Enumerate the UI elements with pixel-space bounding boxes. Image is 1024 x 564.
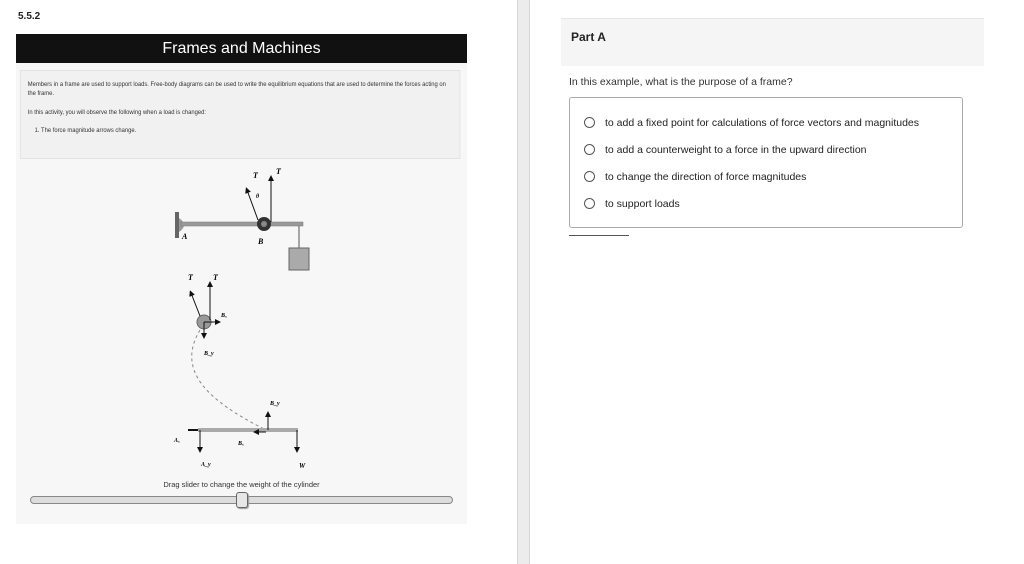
label-by1: B_y — [204, 351, 214, 357]
choice-label: to add a counterweight to a force in the upward direction — [605, 143, 867, 156]
choice-option[interactable] — [584, 163, 962, 190]
label-t2: T — [276, 167, 281, 176]
choice-option[interactable] — [584, 190, 962, 217]
label-by2: B_y — [270, 401, 280, 407]
choice-option[interactable] — [584, 136, 962, 163]
label-ay: A_y — [201, 462, 211, 468]
label-a: A — [182, 232, 188, 241]
part-header — [561, 18, 984, 66]
label-t3: T — [188, 273, 193, 282]
horizontal-member — [181, 222, 303, 226]
label-t1: T — [253, 171, 258, 180]
activity-title: Frames and Machines — [16, 34, 467, 63]
wall-support — [175, 212, 179, 238]
choice-list — [569, 97, 963, 228]
slider-label: Drag slider to change the weight of the cylinder — [163, 480, 320, 489]
question-text: In this example, what is the purpose of a frame? — [569, 76, 793, 88]
label-theta: θ — [256, 194, 260, 200]
section-number: 5.5.2 — [18, 11, 41, 22]
radio-button[interactable] — [584, 144, 595, 155]
label-t4: T — [213, 273, 218, 282]
panel-splitter[interactable] — [517, 0, 530, 564]
cylinder-weight — [289, 248, 309, 270]
frame-diagram — [16, 160, 467, 480]
divider-line — [569, 235, 629, 236]
radio-button[interactable] — [584, 198, 595, 209]
label-w: W — [299, 462, 306, 470]
intro-paragraph: Members in a frame are used to support loads. Free-body diagrams can be used to write the equilibrium equations that are used to determine the forces acting on the frame. — [27, 81, 446, 97]
choice-label: to support loads — [605, 197, 680, 210]
label-bx2: Bₓ — [238, 441, 245, 447]
intro-box — [20, 70, 460, 159]
weight-slider[interactable] — [30, 496, 453, 504]
label-b: B — [258, 237, 264, 246]
slider-thumb[interactable] — [236, 492, 248, 508]
label-bx1: Bₓ — [221, 313, 228, 319]
part-label: Part A — [571, 30, 606, 44]
intro-list-item: 1. The force magnitude arrows change. — [34, 127, 137, 135]
choice-label: to add a fixed point for calculations of force vectors and magnitudes — [605, 116, 920, 129]
radio-button[interactable] — [584, 171, 595, 182]
radio-button[interactable] — [584, 117, 595, 128]
choice-option[interactable] — [584, 109, 962, 136]
choice-label: to change the direction of force magnitudes — [605, 170, 807, 183]
intro-instruction: In this activity, you will observe the following when a load is changed: — [27, 108, 207, 116]
label-ax: Aₓ — [174, 438, 181, 444]
member-fbd — [198, 428, 298, 432]
